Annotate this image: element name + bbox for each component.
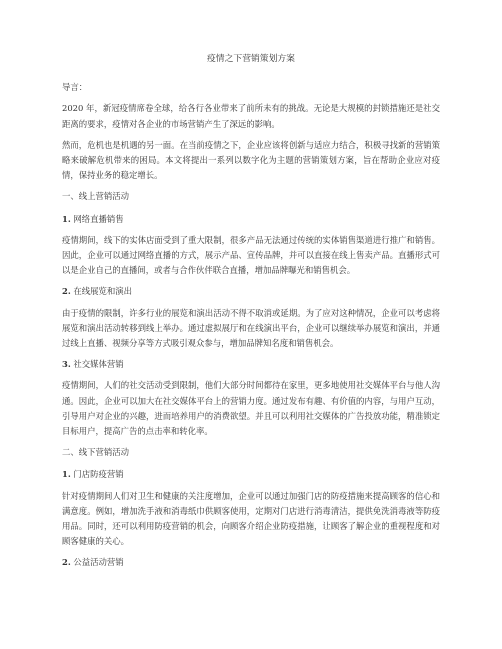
sub-heading-online-exhibition	[62, 284, 440, 299]
document-title: 疫情之下营销策划方案	[207, 54, 295, 64]
intro-paragraph-1: 2020 年，新冠疫情席卷全球，给各行各业带来了前所未有的挑战。无论是大规模的封锁措施还是社交距离的要求，疫情对各企业的市场营销产生了深远的影响。	[62, 103, 440, 129]
sub-heading-charity	[62, 555, 440, 570]
item-number: 1.	[62, 469, 71, 480]
item-title: 公益活动营销	[73, 557, 124, 568]
item-title: 门店防疫营销	[73, 469, 124, 480]
paragraph-online-exhibition: 由于疫情的限制，许多行业的展览和演出活动不得不取消或延期。为了应对这种情况，企业可以考虑将展览和演出活动转移到线上举办。通过虚拟展厅和在线演出平台，企业可以继续举办展览和演出，并通过线上直播、视频分享等方式吸引观众参与，增加品牌知名度和销售机会。	[62, 307, 440, 349]
item-number: 2.	[62, 286, 71, 297]
item-title: 网络直播销售	[73, 213, 124, 224]
paragraph-social-media: 疫情期间，人们的社交活动受到限制，他们大部分时间都待在家里，更多地使用社交媒体平台与他人沟通。因此，企业可以加大在社交媒体平台上的营销力度。通过发布有趣、有价值的内容，与用户互动，引导用户对企业的兴趣，进而培养用户的消费欲望。并且可以利用社交媒体的广告投放功能，精准锁定目标用户，提高广告的点击率和转化率。	[62, 380, 440, 437]
paragraph-live-stream: 疫情期间，线下的实体店面受到了重大限制，很多产品无法通过传统的实体销售渠道进行推广和销售。因此，企业可以通过网络直播的方式，展示产品、宣传品牌，并可以直接在线上售卖产品。直播形式可以是企业自己的直播间，或者与合作伙伴联合直播，增加品牌曝光和销售机会。	[62, 234, 440, 276]
section-heading-online: 一、线上营销活动	[62, 191, 129, 202]
intro-label: 导言：	[62, 82, 88, 93]
intro-paragraph-2: 然而，危机也是机遇的另一面。在当前疫情之下，企业应该将创新与适应力结合，积极寻找新的营销策略来破解危机带来的困局。本文将提出一系列以数字化为主题的营销策划方案，旨在帮助企业应对疫情，保持业务的稳定增长。	[62, 139, 440, 181]
document-page	[62, 52, 440, 577]
sub-heading-live-stream	[62, 212, 440, 227]
paragraph-store-prevention: 针对疫情期间人们对卫生和健康的关注度增加，企业可以通过加强门店的防疫措施来提高顾客的信心和满意度。例如，增加洗手液和消毒纸巾供顾客使用，定期对门店进行消毒清洁，提供免洗消毒液等防疫用品。同时，还可以利用防疫营销的机会，向顾客介绍企业防疫措施，让顾客了解企业的重视程度和对顾客健康的关心。	[62, 490, 440, 547]
item-number: 2.	[62, 557, 71, 568]
item-title: 在线展览和演出	[73, 286, 133, 297]
item-number: 1.	[62, 213, 71, 224]
sub-heading-social-media	[62, 357, 440, 372]
item-number: 3.	[62, 359, 71, 370]
sub-heading-store-prevention	[62, 467, 440, 482]
section-heading-offline: 二、线下营销活动	[62, 447, 129, 458]
item-title: 社交媒体营销	[73, 359, 124, 370]
